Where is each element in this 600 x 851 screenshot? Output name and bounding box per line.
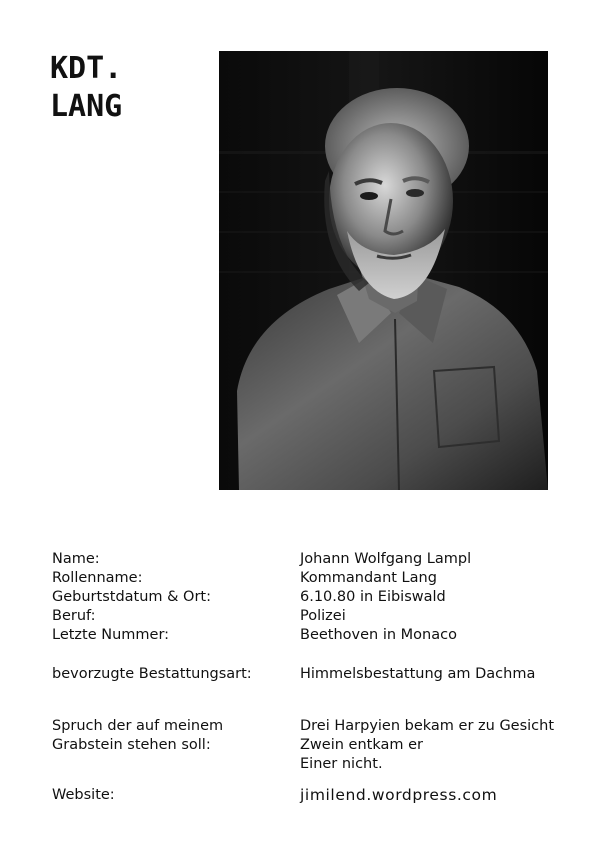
birth-label: Geburtstdatum & Ort:: [52, 589, 211, 605]
website-link[interactable]: jimilend.wordpress.com: [300, 786, 498, 804]
job-label: Beruf:: [52, 608, 96, 624]
name-value: Johann Wolfgang Lampl: [300, 551, 472, 567]
epitaph-value-line-3: Einer nicht.: [300, 756, 383, 772]
job-value: Polizei: [300, 608, 346, 624]
burial-value: Himmelsbestattung am Dachma: [300, 666, 536, 682]
website-label: Website:: [52, 787, 115, 803]
last-number-label: Letzte Nummer:: [52, 627, 170, 643]
name-label: Name:: [52, 551, 100, 567]
burial-label: bevorzugte Bestattungsart:: [52, 666, 252, 682]
epitaph-label-line-1: Spruch der auf meinem: [52, 718, 224, 734]
role-value: Kommandant Lang: [300, 570, 437, 586]
role-label: Rollenname:: [52, 570, 143, 586]
last-number-value: Beethoven in Monaco: [300, 627, 457, 643]
epitaph-value: [300, 717, 554, 774]
epitaph-value-line-2: Zwein entkam er: [300, 737, 423, 753]
portrait-image: [219, 51, 548, 490]
page-title: [50, 50, 122, 126]
title-line-2: LANG: [50, 89, 123, 124]
epitaph-value-line-1: Drei Harpyien bekam er zu Gesicht: [300, 718, 555, 734]
title-line-1: KDT.: [50, 51, 123, 86]
epitaph-label: [52, 717, 223, 755]
birth-value: 6.10.80 in Eibiswald: [300, 589, 446, 605]
portrait-photo: [219, 51, 548, 490]
epitaph-label-line-2: Grabstein stehen soll:: [52, 737, 211, 753]
